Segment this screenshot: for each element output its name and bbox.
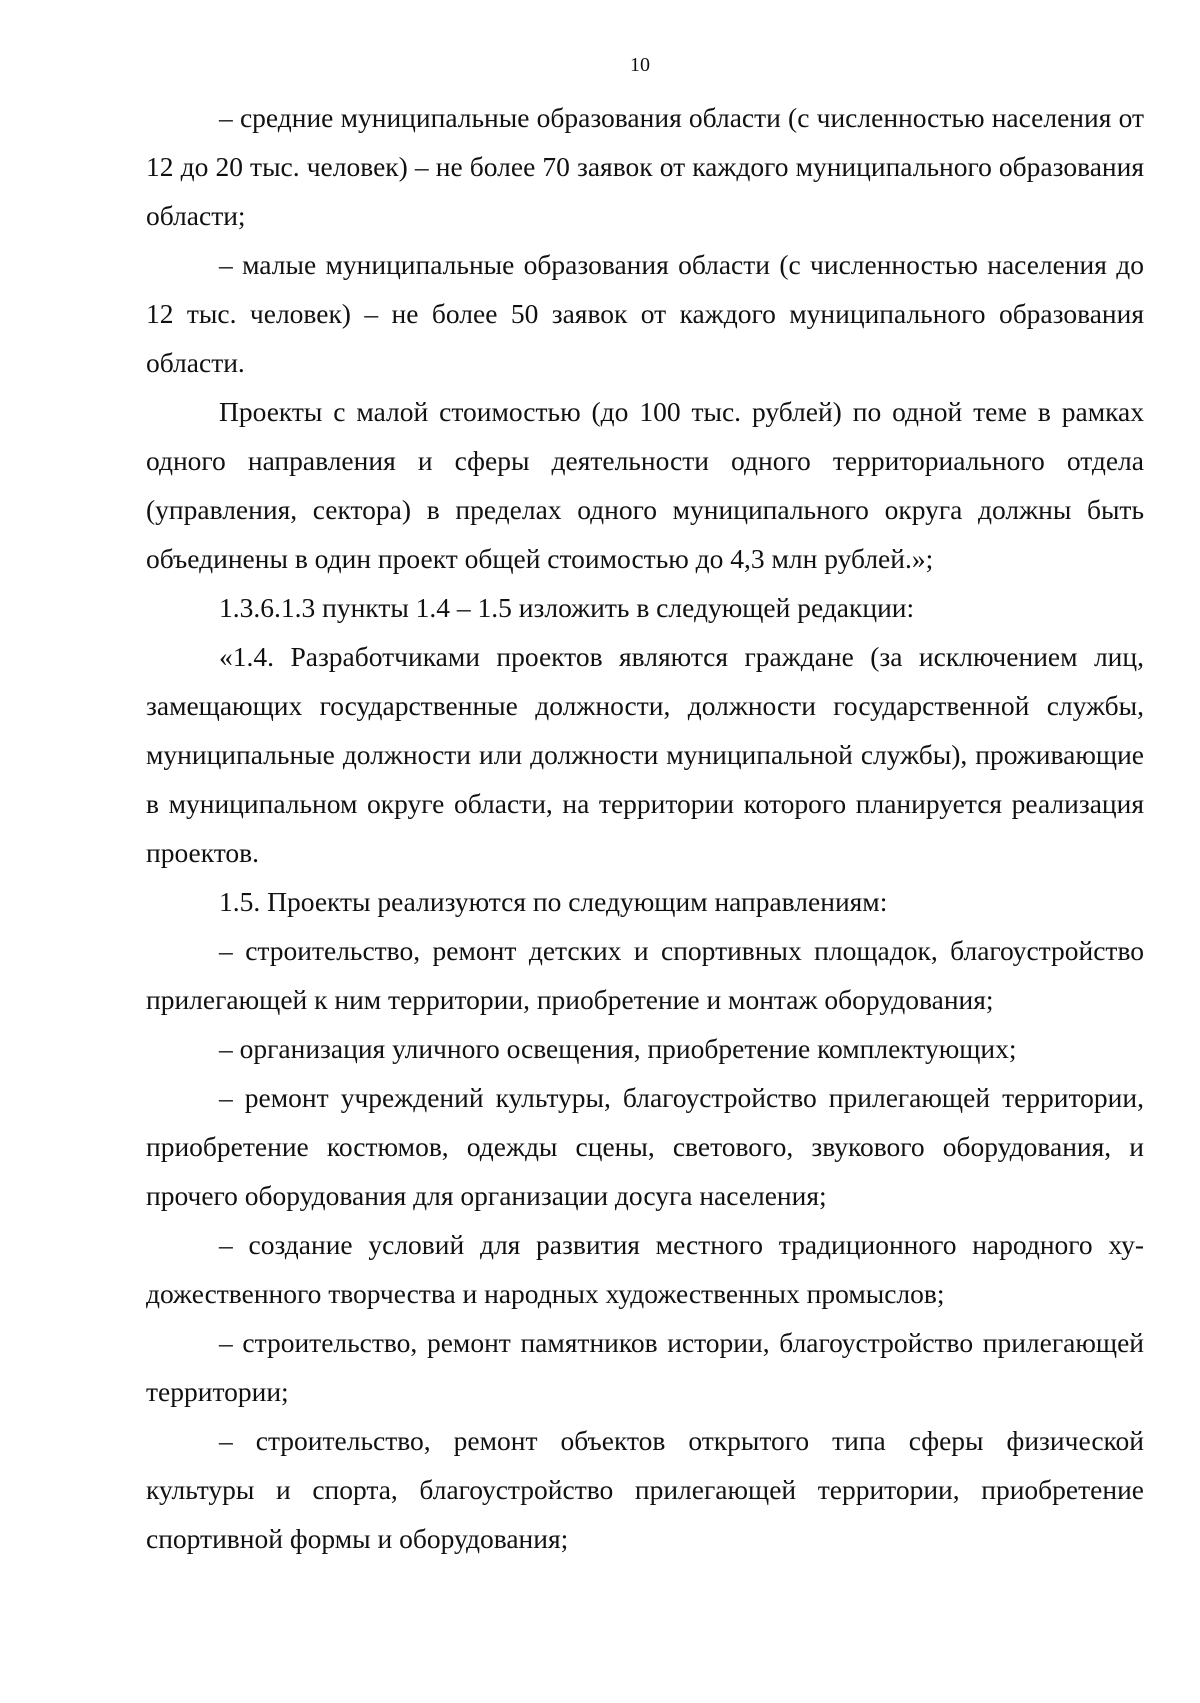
paragraph-small-cost-projects: Проекты с малой стоимостью (до 100 тыс. рублей) по одной теме в рамках одного направления и сферы деятельности одного территориального отдела (управления, сектора) в пределах одного муниципального округа должны быть объединены в один проект общей стоимостью до 4,3 млн рублей.»; [146, 396, 1144, 574]
list-item-sports-facilities: – строительство, ремонт объектов открытого типа сферы физической культуры и спорта, благоустройство прилегающей территории, приобретение спортивной формы и оборудования; [146, 1425, 1144, 1554]
list-item-folk-art: – создание условий для развития местного традиционного народного художественного творчества и народных художественных промыслов; [146, 1229, 1144, 1309]
paragraph-item-1-4-developers: «1.4. Разработчиками проектов являются граждане (за исключением лиц, замещающих государственные должности, должности государственной службы, муниципальные должности или должности муниципальной службы), проживающие в муниципальном округе области, на территории которого планируется реализация проектов. [146, 641, 1144, 868]
paragraph-amendment-clause: 1.3.6.1.3 пункты 1.4 – 1.5 изложить в следующей редакции: [219, 592, 915, 623]
paragraph-medium-municipalities: – средние муниципальные образования области (с численностью населения от 12 до 20 тыс. человек) – не более 70 заявок от каждого муниципального образования области; [146, 102, 1144, 231]
page-number: 10 [630, 54, 650, 76]
list-item-playgrounds: – строительство, ремонт детских и спортивных площадок, благоустройство прилегающей к ним территории, приобретение и монтаж оборудования; [146, 935, 1144, 1015]
document-body [146, 93, 1144, 1563]
list-item-street-lighting: – организация уличного освещения, приобретение комплектующих; [219, 1033, 1017, 1064]
list-item-culture-institutions: – ремонт учреждений культуры, благоустройство прилегающей территории, приобретение костюмов, одежды сцены, светового, звукового оборудования, и прочего оборудования для организации досуга населения; [146, 1082, 1144, 1211]
list-item-historical-monuments: – строительство, ремонт памятников истории, благоустройство прилегающей территории; [146, 1327, 1144, 1407]
paragraph-small-municipalities: – малые муниципальные образования области (с численностью населения до 12 тыс. человек) – не более 50 заявок от каждого муниципального образования области. [146, 249, 1144, 378]
paragraph-item-1-5-directions: 1.5. Проекты реализуются по следующим направлениям: [219, 886, 888, 917]
